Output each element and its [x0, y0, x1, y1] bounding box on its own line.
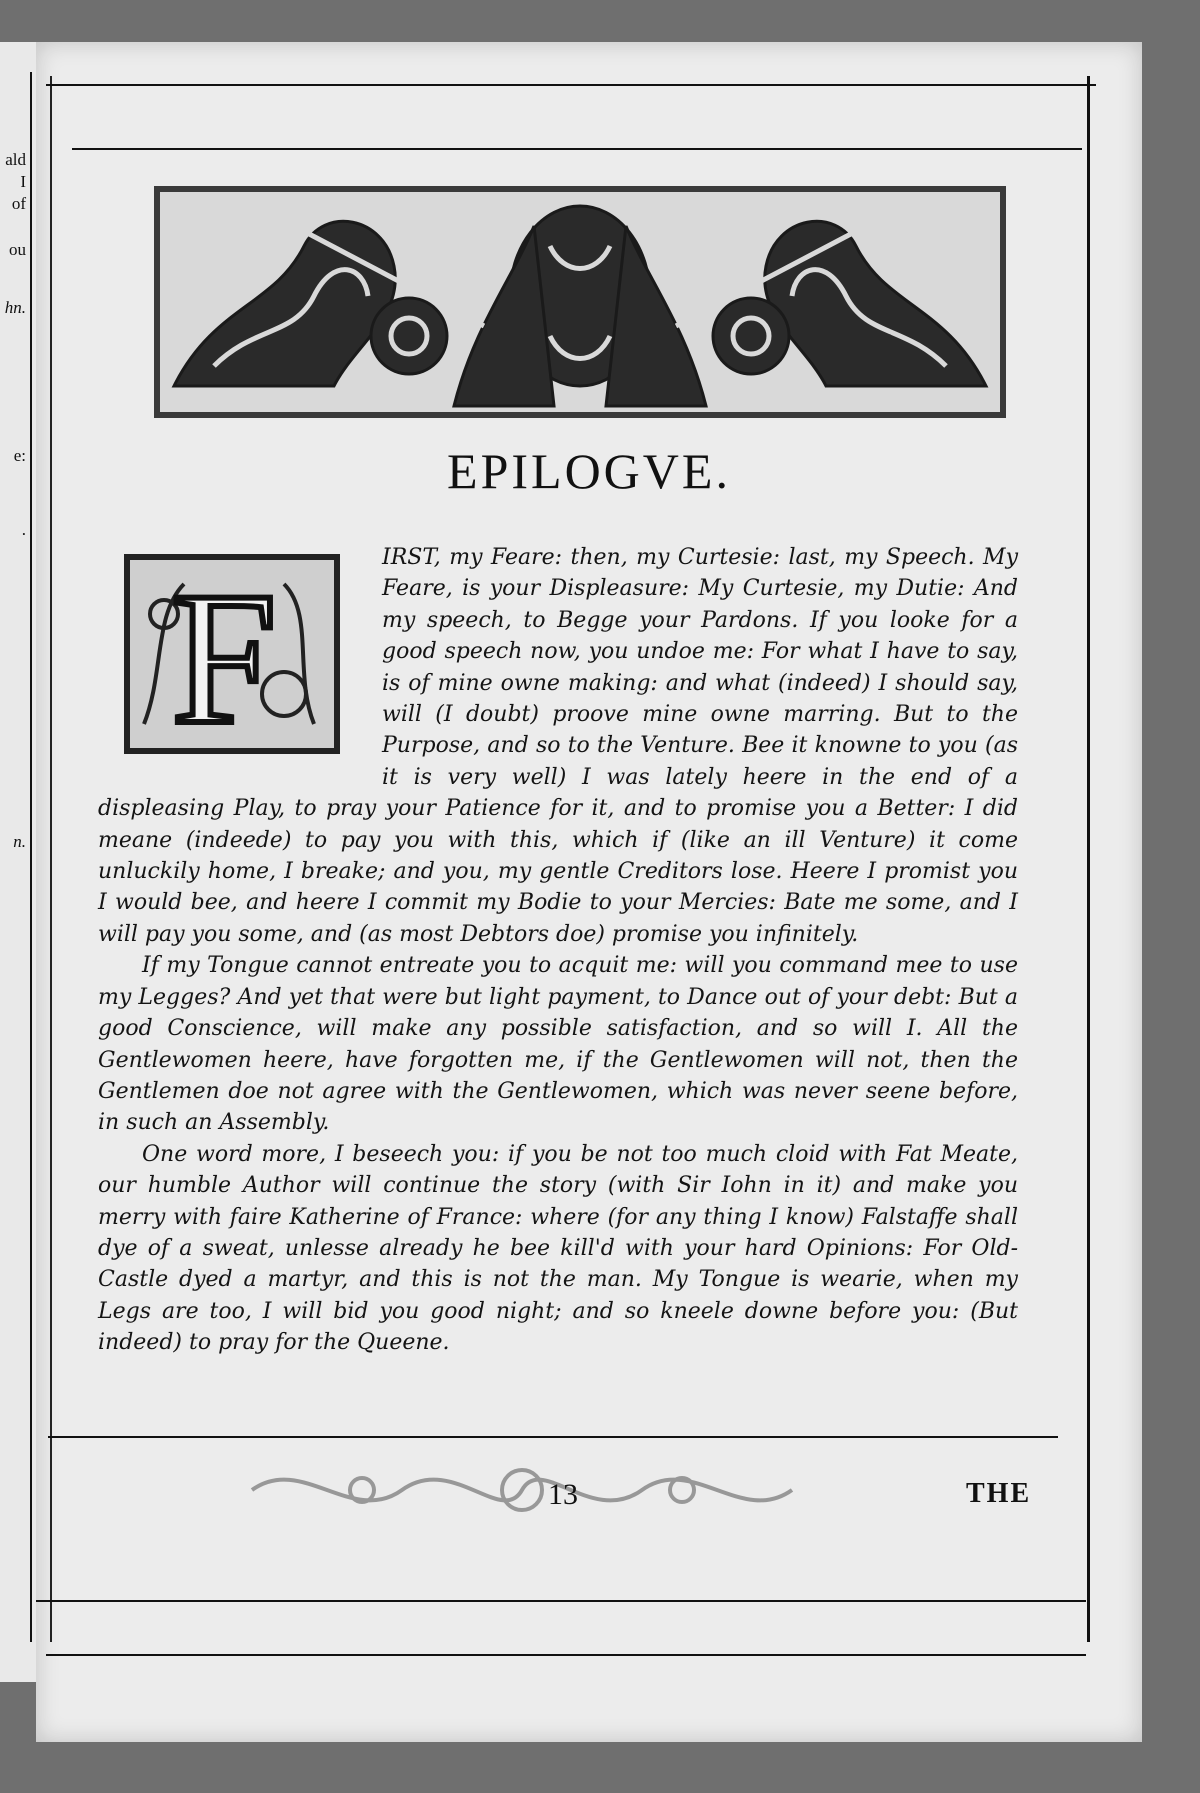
facing-page-fragment: ald	[5, 150, 26, 169]
facing-page-fragment: n.	[13, 832, 26, 851]
facing-page-fragment: ou	[9, 240, 26, 259]
facing-page-fragment: I	[20, 172, 26, 191]
drop-cap-letter: F	[171, 554, 277, 754]
paragraph-3: One word more, I beseech you: if you be not too much cloid with Fat Meate, our humble Author will continue the story (with Sir Iohn in it) and make you merry with faire Katherine of France: where (for any thing I know) Falstaffe shall dye of a sweat, unlesse already he bee kill'd with your hard Opinions: For Old-Castle dyed a martyr, and this is not the man. My Tongue is wearie, when my Legs are too, I will bid you good night; and so kneele downe before you: (But indeed) to pray for the Queene.	[98, 1141, 1018, 1356]
epilogue-text	[98, 542, 1018, 1359]
facing-page-fragment: of	[11, 194, 26, 213]
catchword: THE	[966, 1478, 1032, 1509]
tailpiece-ornament	[242, 1454, 802, 1526]
facing-page-rule	[30, 72, 32, 1642]
facing-page-fragment: e:	[13, 446, 26, 465]
headpiece-ornament	[154, 186, 1006, 418]
paragraph-1: IRST, my Feare: then, my Curtesie: last, my Speech. My Feare, is your Displeasure: My Curtesie, my Dutie: And my speech, to Begge your Pardons. If you looke for a good speech now, you undoe me: For what I have to say, is of mine owne making: and what (indeed) I should say, will (I doubt) proove mine owne marring. But to the Purpose, and so to the Venture. Bee it knowne to you (as it is very well) I was lately heere in the end of a displeasing Play, to pray your Patience for it, and to promise you a Better: I did meane (indeede) to pay you with this, which if (like an ill Venture) it come unluckily home, I breake; and you, my gentle Creditors lose. Heere I promist you I would bee, and heere I commit my Bodie to your Mercies: Bate me some, and I will pay you some, and (as most Debtors doe) promise you infinitely.	[98, 545, 1018, 947]
facing-page-edge	[0, 42, 38, 1682]
facing-page-fragment: .	[21, 520, 26, 539]
top-rule	[46, 84, 1096, 86]
page-title: EPILOGVE.	[447, 443, 731, 499]
header-rule	[72, 148, 1082, 150]
base-rule	[46, 1654, 1086, 1656]
facing-page-fragment: hn.	[4, 298, 26, 317]
paragraph-2: If my Tongue cannot entreate you to acquit me: will you command mee to use my Legges? And yet that were but light payment, to Dance out of your debt: But a good Conscience, will make any possible satisfaction, and so will I. All the Gentlewomen heere, have forgotten me, if the Gentlewomen will not, then the Gentlemen doe not agree with the Gentlewomen, which was never seene before, in such an Assembly.	[98, 953, 1018, 1136]
page-number: 13	[548, 1478, 578, 1511]
bottom-rule	[36, 1600, 1086, 1602]
footer-rule	[48, 1436, 1058, 1438]
drop-cap-space	[98, 542, 382, 762]
